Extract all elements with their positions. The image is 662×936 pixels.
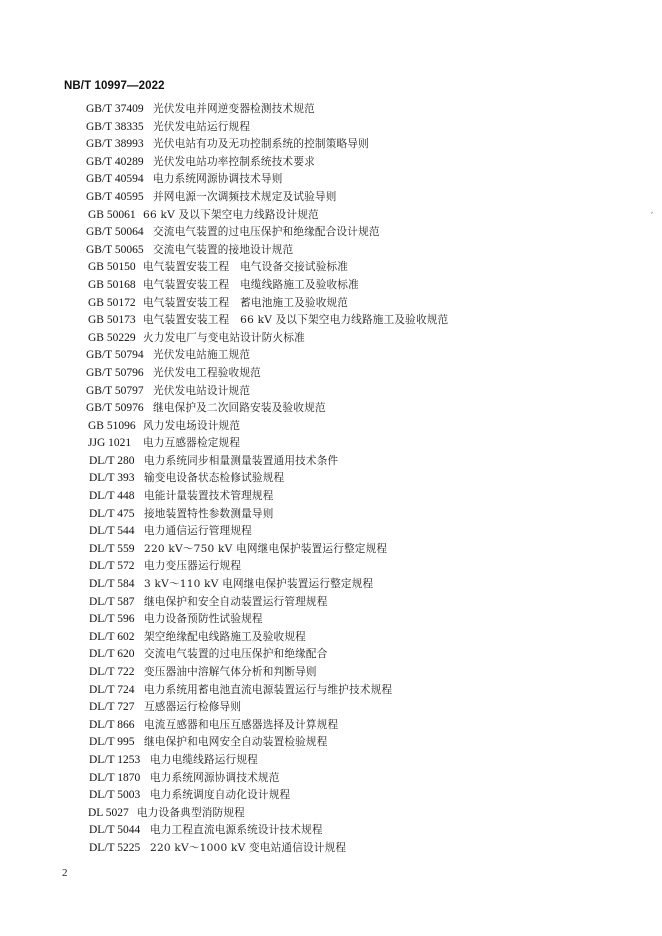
reference-item [0,171,662,189]
reference-item [0,682,662,700]
reference-item [0,646,662,664]
reference-code: DL/T 727 [89,701,135,714]
normative-reference-list [0,101,662,858]
reference-item [0,664,662,682]
reference-title: 3 kV～110 kV 电网继电保护装置运行整定规程 [144,578,374,591]
reference-code: GB/T 40289 [86,155,144,168]
reference-code: DL/T 475 [89,507,135,520]
reference-code: DL/T 5003 [89,789,141,802]
reference-title: 交流电气装置的过电压保护和绝缘配合设计规范 [153,226,380,239]
reference-title: 电力系统用蓄电池直流电源装置运行与维护技术规程 [144,683,393,696]
reference-item [0,277,662,295]
reference-item [0,699,662,717]
reference-code: DL/T 596 [89,613,135,626]
reference-code: GB 51096 [88,419,136,432]
reference-code: GB 50173 [88,314,136,327]
reference-code: GB 50150 [88,261,136,274]
reference-code: DL 5027 [88,806,129,819]
reference-title: 光伏发电站设计规范 [153,384,251,397]
reference-item [0,189,662,207]
reference-item [0,365,662,383]
reference-title: 220 kV～1000 kV 变电站通信设计规程 [150,841,347,854]
reference-item [0,558,662,576]
document-number-header: NB/T 10997—2022 [64,80,165,92]
reference-item [0,822,662,840]
reference-item [0,629,662,647]
reference-code: DL/T 393 [89,472,135,485]
reference-title: 光伏电站有功及无功控制系统的控制策略导则 [153,138,369,151]
reference-code: DL/T 620 [89,648,135,661]
reference-code: DL/T 602 [89,630,135,643]
reference-title: 交流电气装置的过电压保护和绝缘配合 [144,648,328,661]
reference-item [0,770,662,788]
reference-item [0,400,662,418]
reference-title: 电力变压器运行规程 [144,560,242,573]
reference-title: 电气装置安装工程 电缆线路施工及验收标准 [143,278,359,291]
reference-title: 交流电气装置的接地设计规范 [153,243,294,256]
reference-item [0,453,662,471]
reference-code: GB/T 40595 [86,190,144,203]
reference-title: 电力通信运行管理规程 [144,525,252,538]
reference-item [0,541,662,559]
reference-item [0,470,662,488]
reference-code: DL/T 724 [89,683,135,696]
reference-title: 架空绝缘配电线路施工及验收规程 [144,630,306,643]
reference-code: GB/T 38993 [86,138,144,151]
reference-title: 电力系统网源协调技术规范 [150,771,280,784]
reference-code: JJG 1021 [88,437,132,450]
reference-item [0,242,662,260]
reference-code: GB 50061 [88,208,136,221]
reference-item [0,136,662,154]
reference-title: 电力系统调度自动化设计规程 [150,789,291,802]
reference-title: 继电保护和安全自动装置运行管理规程 [144,595,328,608]
reference-item [0,523,662,541]
reference-title: 并网电源一次调频技术规定及试验导则 [153,190,337,203]
reference-item [0,594,662,612]
reference-title: 电流互感器和电压互感器选择及计算规程 [144,718,339,731]
reference-code: GB 50229 [88,331,136,344]
reference-title: 220 kV～750 kV 电网继电保护装置运行整定规程 [144,542,388,555]
reference-item [0,224,662,242]
reference-item [0,717,662,735]
reference-code: DL/T 995 [89,736,135,749]
reference-code: DL/T 5225 [89,841,141,854]
reference-code: GB/T 40594 [86,173,144,186]
reference-code: DL/T 584 [89,578,135,591]
reference-code: DL/T 559 [89,542,135,555]
reference-item [0,840,662,858]
reference-item [0,435,662,453]
reference-item [0,805,662,823]
reference-item [0,576,662,594]
reference-title: 电力工程直流电源系统设计技术规程 [150,824,323,837]
reference-title: 光伏发电并网逆变器检测技术规范 [153,103,315,115]
reference-item [0,259,662,277]
reference-code: GB/T 50065 [86,243,144,256]
reference-item [0,330,662,348]
reference-item [0,383,662,401]
reference-title: 变压器油中溶解气体分析和判断导则 [144,666,317,678]
reference-title: 电力设备预防性试验规程 [144,613,263,626]
reference-code: GB 50168 [88,278,136,291]
page-number: 2 [62,867,68,879]
reference-item [0,312,662,330]
reference-title: 电力电缆线路运行规程 [150,753,258,766]
reference-code: GB/T 50976 [86,402,144,415]
reference-code: DL/T 544 [89,525,135,538]
reference-code: DL/T 572 [89,560,135,573]
reference-item [0,154,662,172]
reference-item [0,418,662,436]
reference-item [0,752,662,770]
reference-code: DL/T 448 [89,490,135,503]
reference-code: DL/T 1870 [89,771,141,784]
reference-code: DL/T 5044 [89,824,141,837]
margin-speck: ′ [651,212,654,222]
reference-code: GB/T 50794 [86,349,144,362]
reference-title: 电力系统同步相量测量装置通用技术条件 [144,454,339,467]
reference-title: 电力互感器检定规程 [143,437,241,450]
reference-title: 光伏发电工程验收规范 [153,366,261,379]
reference-title: 光伏发电站运行规程 [153,120,251,133]
reference-title: 电气装置安装工程 电气设备交接试验标准 [143,261,349,274]
reference-item [0,488,662,506]
reference-code: GB 50172 [88,296,136,309]
reference-code: GB/T 50796 [86,366,144,379]
reference-title: 电力设备典型消防规程 [137,806,245,819]
reference-title: 继电保护及二次回路安装及验收规范 [153,402,326,415]
reference-item [0,787,662,805]
reference-title: 继电保护和电网安全自动装置检验规程 [144,736,328,749]
reference-title: 电气装置安装工程 66 kV 及以下架空电力线路施工及验收规范 [143,314,449,327]
reference-title: 电能计量装置技术管理规程 [144,490,274,503]
reference-code: DL/T 866 [89,718,135,731]
reference-item [0,734,662,752]
reference-title: 光伏发电站功率控制系统技术要求 [153,155,315,168]
reference-code: DL/T 587 [89,595,135,608]
reference-item [0,101,662,119]
reference-title: 输变电设备状态检修试验规程 [144,472,285,485]
reference-code: DL/T 1253 [89,753,141,766]
reference-code: DL/T 722 [89,666,135,678]
reference-title: 光伏发电站施工规范 [153,349,251,362]
reference-code: GB/T 38335 [86,120,144,133]
reference-title: 电力系统网源协调技术导则 [153,173,283,186]
reference-code: GB/T 37409 [86,103,144,115]
reference-item [0,207,662,225]
reference-title: 接地装置特性参数测量导则 [144,507,274,520]
reference-title: 火力发电厂与变电站设计防火标准 [143,331,305,344]
reference-title: 互感器运行检修导则 [144,701,242,714]
reference-title: 电气装置安装工程 蓄电池施工及验收规范 [143,296,349,309]
reference-title: 风力发电场设计规范 [143,419,241,432]
reference-item [0,295,662,313]
reference-item [0,611,662,629]
reference-title: 66 kV 及以下架空电力线路设计规范 [143,208,319,221]
reference-item [0,347,662,365]
reference-code: GB/T 50064 [86,226,144,239]
reference-item [0,119,662,137]
reference-code: DL/T 280 [89,454,135,467]
reference-item [0,506,662,524]
reference-code: GB/T 50797 [86,384,144,397]
